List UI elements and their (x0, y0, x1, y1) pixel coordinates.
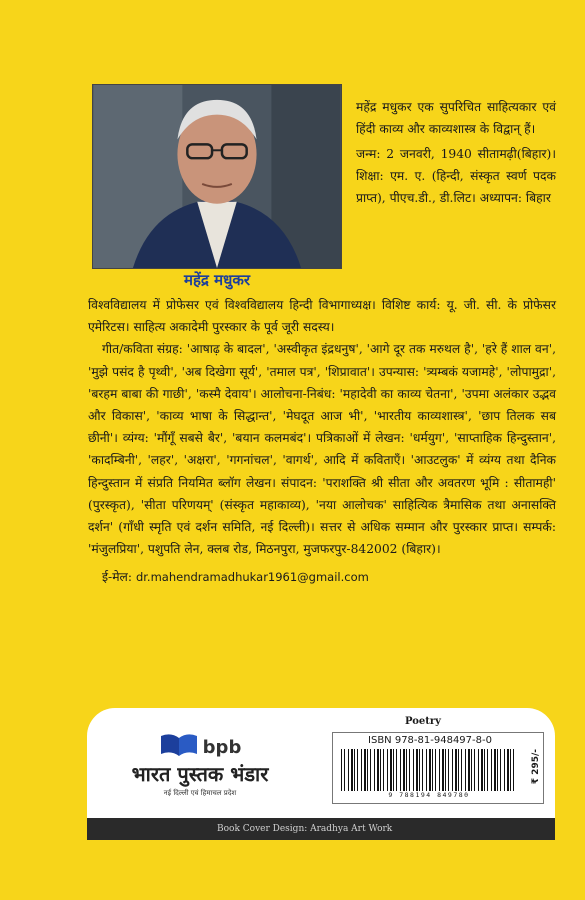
publisher-name: भारत पुस्तक भंडार (131, 762, 269, 786)
publisher-tagline: नई दिल्ली एवं हिमाचल प्रदेश (163, 789, 237, 797)
intro-paragraph: जन्म: 2 जनवरी, 1940 सीतामढ़ी(बिहार)। शिक्षा: एम. ए. (हिन्दी, संस्कृत स्वर्ण पदक प्राप्त), पीएच.डी., डी.लिट। अध्यापन: बिहार (356, 147, 556, 205)
barcode-icon (339, 749, 519, 791)
genre-label: Poetry (405, 716, 441, 727)
publisher-logo (115, 730, 285, 798)
author-portrait-image (93, 85, 341, 268)
logo-wordmark: bpb (202, 737, 242, 758)
author-intro (356, 96, 556, 212)
publisher-panel (87, 708, 555, 840)
price-label: ₹ 295/- (531, 749, 541, 785)
isbn-number: ISBN 978-81-948497-8-0 (368, 735, 492, 746)
author-bio (88, 294, 556, 589)
email-line (88, 566, 556, 588)
isbn-barcode-box (332, 732, 544, 804)
open-book-icon (159, 730, 199, 758)
email-address: dr.mahendramadhukar1961@gmail.com (135, 570, 369, 585)
author-photo (92, 84, 342, 269)
bio-paragraph: विश्वविद्यालय में प्रोफेसर एवं विश्वविद्यालय हिन्दी विभागाध्यक्ष। विशिष्ट कार्य: यू. जी. सी. के प्रोफेसर एमेरिटस। साहित्य अकादेमी पुरस्कार के पूर्व जूरी सदस्य। (88, 298, 556, 335)
bio-paragraph: गीत/कविता संग्रह: 'आषाढ़ के बादल', 'अस्वीकृत इंद्रधनुष', 'आगे दूर तक मरुथल है', 'हरे हैं शाल वन', 'मुझे पसंद है पृथ्वी', 'अब दिखेगा सूर्य', 'तमाल पत्र', 'शिप्रावात'। उपन्यास: 'त्र्यम्बकं यजामहे', 'लोपामुद्रा', 'बरहम बाबा की गाछी', 'कस्मै देवाय'। आलोचना-निबंध: 'महादेवी का काव्य चेतना', 'उपमा अलंकार उद्भव और विकास', 'काव्य भाषा के सिद्धान्त', 'मेघदूत आज भी', 'भारतीय काव्यशास्त्र', 'छाप तिलक सब छीनी'। व्यंग्य: 'मौंगूँ सबसे बैर', 'बयान कलमबंद'। पत्रिकाओं में लेखन: 'धर्मयुग', 'साप्ताहिक हिन्दुस्तान', 'कादम्बिनी', 'लहर', 'अक्षरा', 'गगनांचल', 'वागर्थ', आदि में कविताएँ। 'आउटलुक' में व्यंग्य तथा दैनिक हिन्दुस्तान में संप्रति नियमित ब्लॉग लेखन। संपादन: 'पराशक्ति श्री सीता और अवतरण भूमि : सीतामही' (पुरस्कृत), 'सीता परिणयम्' (संस्कृत महाकाव्य), 'नया आलोचक' साहित्यिक त्रैमासिक तथा अनासक्ति दर्शन' (गाँधी स्मृति एवं दर्शन समिति, नई दिल्ली)। सत्तर से अधिक सम्मान और पुरस्कार प्राप्त। सम्पर्क: 'मंजुलप्रिया', पशुपति लेन, क्लब रोड, मिठनपुरा, मुजफरपुर-842002 (बिहार)। (88, 342, 556, 557)
barcode-digits: 9 788194 849780 (388, 791, 470, 799)
email-label: ई-मेल: (102, 570, 133, 585)
cover-design-credit: Book Cover Design: Aradhya Art Work (87, 818, 555, 840)
intro-paragraph: महेंद्र मधुकर एक सुपरिचित साहित्यकार एवं हिंदी काव्य और काव्यशास्त्र के विद्वान् हैं। (356, 100, 556, 136)
author-name-caption: महेंद्र मधुकर (184, 271, 250, 289)
